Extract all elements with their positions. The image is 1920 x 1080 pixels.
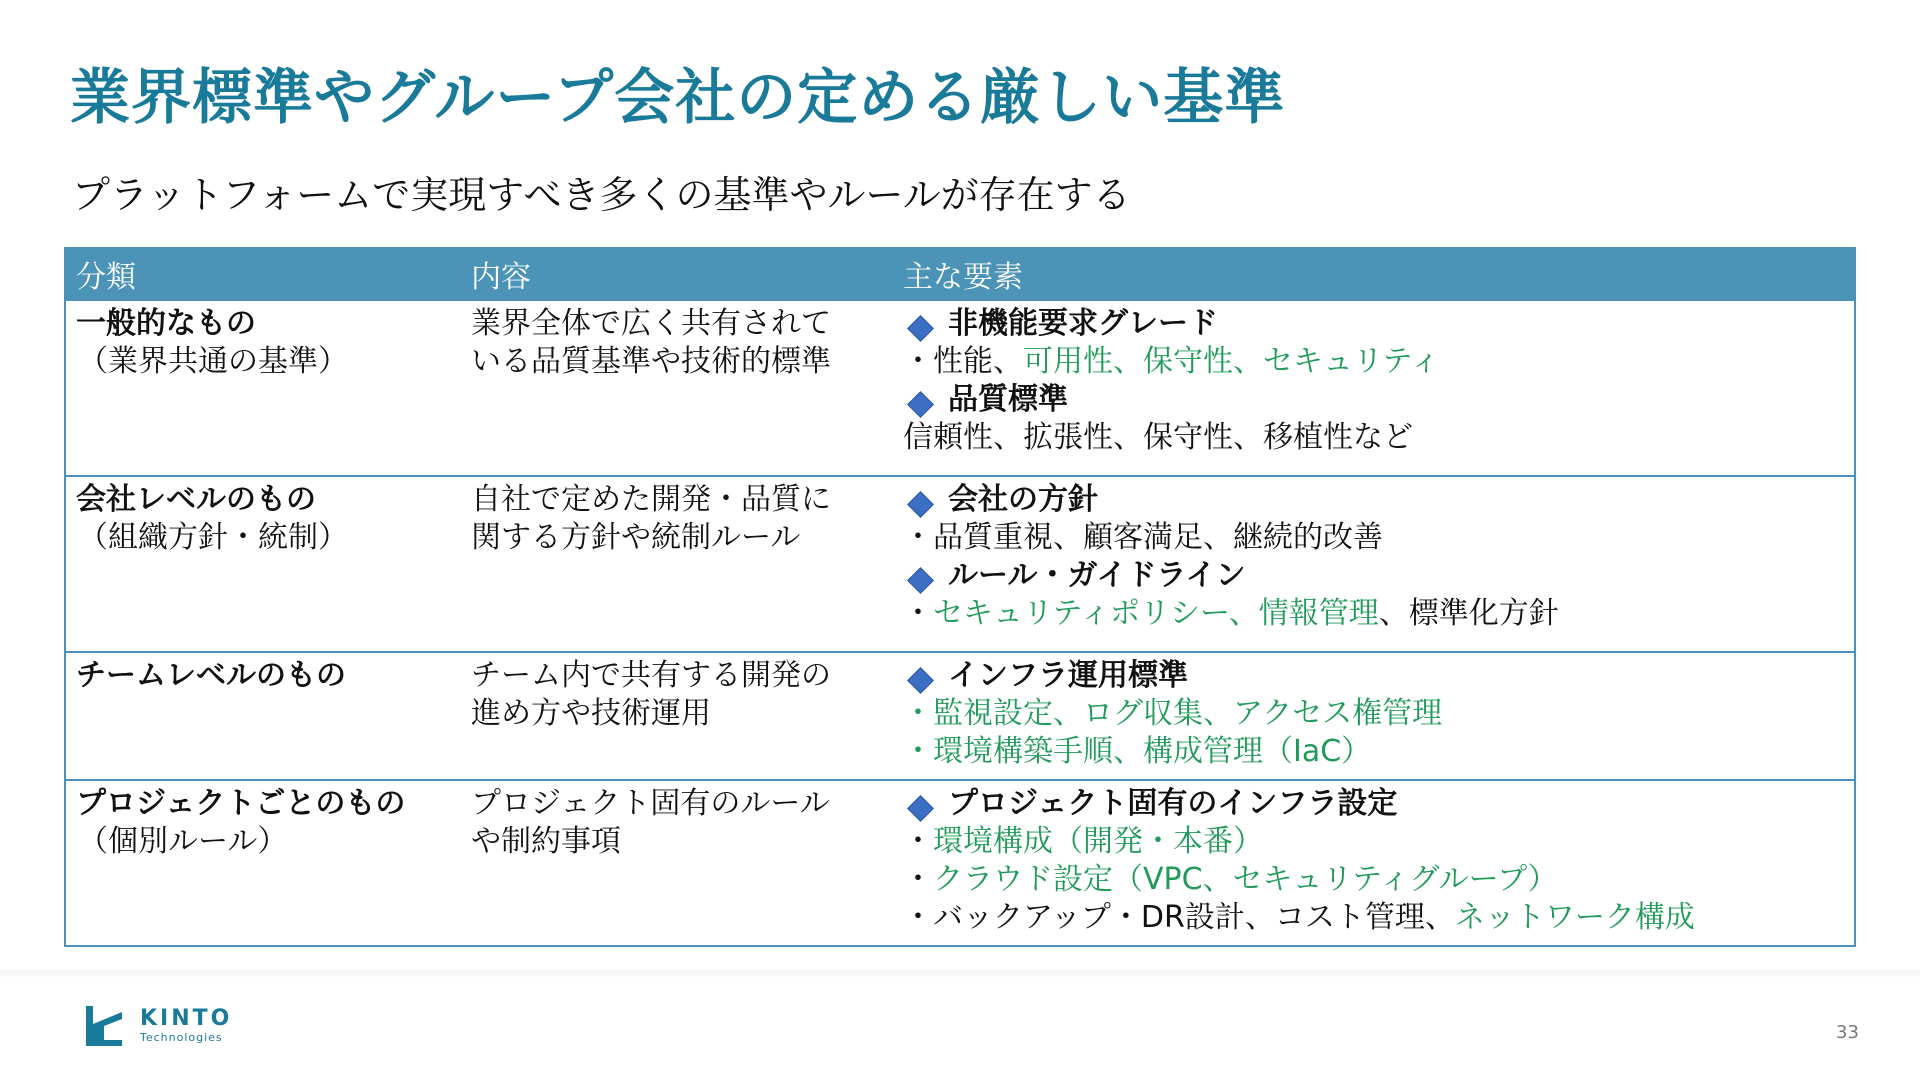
element-text: ・ bbox=[903, 862, 933, 897]
element-text: 信頼性、拡張性、保守性、移植性など bbox=[903, 420, 1413, 455]
category-cell bbox=[66, 653, 471, 779]
page-number: 33 bbox=[1836, 1022, 1859, 1043]
category-title: チームレベルのもの bbox=[76, 658, 346, 693]
category-subtitle: （業界共通の基準） bbox=[78, 344, 348, 379]
description-cell bbox=[471, 301, 901, 475]
element-text: ・バックアップ・DR設計、コスト管理、 bbox=[903, 900, 1455, 935]
header-elements: 主な要素 bbox=[903, 260, 1023, 295]
element-heading bbox=[903, 381, 1854, 419]
category-title: プロジェクトごとのもの bbox=[76, 786, 406, 821]
header-category: 分類 bbox=[76, 260, 136, 295]
diamond-bullet-icon bbox=[907, 391, 934, 418]
element-heading bbox=[903, 305, 1854, 343]
element-text-highlight: セキュリティポリシー、情報管理 bbox=[933, 596, 1379, 631]
header-content: 内容 bbox=[471, 260, 531, 295]
category-cell bbox=[66, 301, 471, 475]
slide-title: 業界標準やグループ会社の定める厳しい基準 bbox=[70, 63, 1286, 133]
element-heading bbox=[903, 785, 1854, 823]
table-row bbox=[66, 475, 1854, 651]
description-text: チーム内で共有する開発の 進め方や技術運用 bbox=[471, 658, 831, 731]
element-heading-text: プロジェクト固有のインフラ設定 bbox=[948, 786, 1398, 821]
description-cell bbox=[471, 781, 901, 945]
element-line bbox=[903, 823, 1854, 861]
category-title: 一般的なもの bbox=[76, 306, 256, 341]
element-heading bbox=[903, 557, 1854, 595]
element-line bbox=[903, 899, 1854, 937]
element-text-highlight: 可用性、保守性、セキュリティ bbox=[1023, 344, 1440, 379]
elements-cell bbox=[901, 781, 1854, 945]
element-line: ・環境構築手順、構成管理（IaC） bbox=[903, 734, 1372, 769]
element-text: ・品質重視、顧客満足、継続的改善 bbox=[903, 520, 1383, 555]
elements-cell bbox=[901, 653, 1854, 779]
element-text: ・性能、 bbox=[903, 344, 1023, 379]
diamond-bullet-icon bbox=[907, 795, 934, 822]
category-cell bbox=[66, 477, 471, 651]
element-text-highlight: 環境構成（開発・本番） bbox=[933, 824, 1263, 859]
description-text: 自社で定めた開発・品質に 関する方針や統制ルール bbox=[471, 482, 831, 555]
table-row bbox=[66, 779, 1854, 945]
elements-cell bbox=[901, 477, 1854, 651]
element-heading-text: ルール・ガイドライン bbox=[948, 558, 1246, 593]
element-text-highlight: ネットワーク構成 bbox=[1454, 900, 1695, 935]
category-cell bbox=[66, 781, 471, 945]
diamond-bullet-icon bbox=[907, 667, 934, 694]
element-heading-text: インフラ運用標準 bbox=[948, 658, 1188, 693]
element-text: ・ bbox=[903, 596, 933, 631]
element-heading-text: 会社の方針 bbox=[948, 482, 1098, 517]
table-row bbox=[66, 299, 1854, 475]
table-row bbox=[66, 651, 1854, 779]
description-cell bbox=[471, 653, 901, 779]
kinto-logo-icon bbox=[82, 1002, 130, 1050]
table-header-row bbox=[66, 249, 1854, 299]
element-line bbox=[903, 519, 1854, 557]
element-heading-text: 非機能要求グレード bbox=[948, 306, 1218, 341]
diamond-bullet-icon bbox=[907, 315, 934, 342]
category-subtitle: （個別ルール） bbox=[78, 824, 288, 859]
element-line bbox=[903, 595, 1854, 633]
diamond-bullet-icon bbox=[907, 567, 934, 594]
element-text-highlight: クラウド設定（VPC、セキュリティグループ） bbox=[933, 862, 1558, 897]
diamond-bullet-icon bbox=[907, 491, 934, 518]
description-text: プロジェクト固有のルール や制約事項 bbox=[471, 786, 830, 859]
element-text: 、標準化方針 bbox=[1378, 596, 1559, 631]
element-line bbox=[903, 861, 1854, 899]
kinto-logo bbox=[82, 1002, 232, 1050]
element-heading-text: 品質標準 bbox=[948, 382, 1068, 417]
element-text: ・ bbox=[903, 824, 933, 859]
footer-divider bbox=[0, 970, 1920, 978]
element-line bbox=[903, 343, 1854, 381]
logo-name: KINTO bbox=[140, 1006, 233, 1031]
slide-subtitle: プラットフォームで実現すべき多くの基準やルールが存在する bbox=[72, 173, 1131, 217]
category-title: 会社レベルのもの bbox=[76, 482, 316, 517]
category-subtitle: （組織方針・統制） bbox=[78, 520, 348, 555]
logo-subtitle: Technologies bbox=[140, 1031, 223, 1044]
element-heading bbox=[903, 481, 1854, 519]
description-cell bbox=[471, 477, 901, 651]
standards-table bbox=[64, 247, 1856, 947]
element-line: ・監視設定、ログ収集、アクセス権管理 bbox=[903, 696, 1443, 731]
element-heading bbox=[903, 657, 1854, 695]
description-text: 業界全体で広く共有されて いる品質基準や技術的標準 bbox=[471, 306, 831, 379]
elements-cell bbox=[901, 301, 1854, 475]
element-line bbox=[903, 419, 1854, 457]
